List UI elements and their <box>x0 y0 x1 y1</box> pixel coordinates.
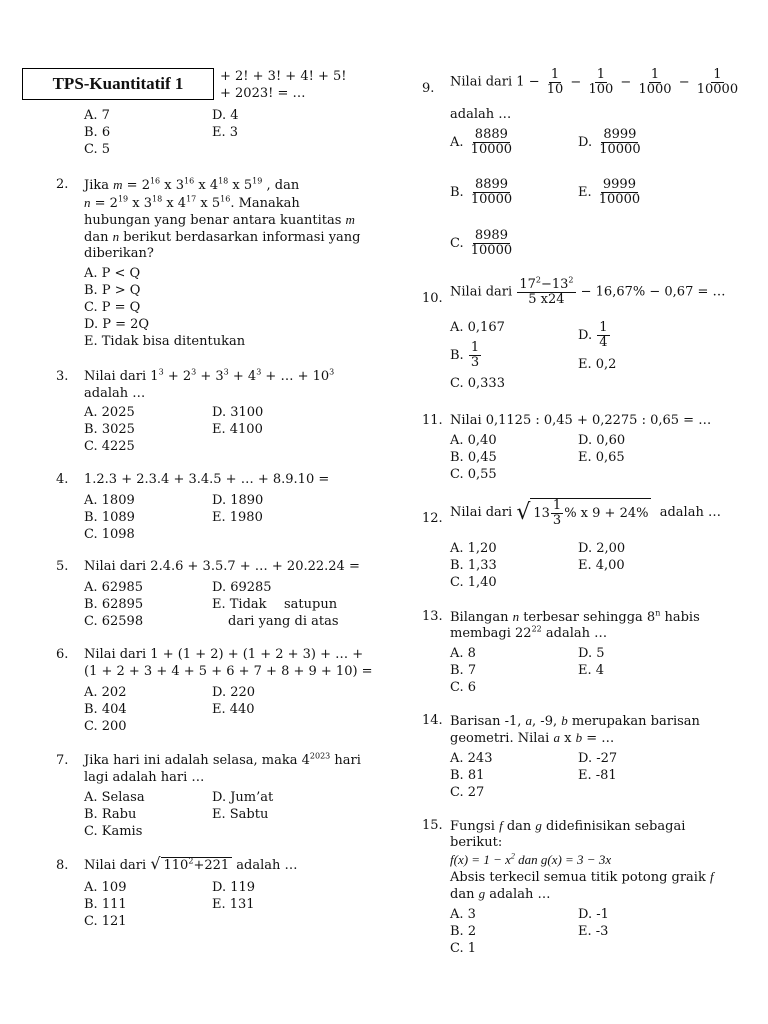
q13-option-b: B. 7 <box>450 663 477 678</box>
q5-option-e: E. Tidak <box>212 597 267 612</box>
q6-option-c: C. 200 <box>84 719 127 734</box>
q7-line2: lagi adalah hari … <box>84 770 205 785</box>
q4-option-b: B. 1089 <box>84 510 135 525</box>
q10-option-c: C. 0,333 <box>450 376 505 391</box>
q3-option-c: C. 4225 <box>84 439 135 454</box>
q3-line1: Nilai dari $1^3 + 2^3 + 3^3 + 4^3$ + … + $10^3$ <box>84 367 335 384</box>
q3-number: 3. <box>56 369 69 384</box>
q6-line2: (1 + 2 + 3 + 4 + 5 + 6 + 7 + 8 + 9 + 10) = <box>84 664 373 679</box>
q10-number: 10. <box>422 291 443 306</box>
q4-number: 4. <box>56 472 69 487</box>
q12-option-b: B. 1,33 <box>450 558 497 573</box>
q11-option-e: E. 0,65 <box>578 450 625 465</box>
q9-line2: adalah … <box>450 107 512 122</box>
q2-line4: dan n berikut berdasarkan informasi yang <box>84 229 361 245</box>
q12-number: 12. <box>422 511 443 526</box>
q3-option-e: E. 4100 <box>212 422 263 437</box>
q2-line1: Jika $m = 2^{16}$ x $3^{16}$ x $4^{18}$ x $5^{19}$ , dan <box>84 176 300 193</box>
q10-frac: $\frac{17^2-13^2}{5 x24}$ <box>519 275 574 307</box>
q12-option-e: E. 4,00 <box>578 558 625 573</box>
q6-line1: Nilai dari 1 + (1 + 2) + (1 + 2 + 3) + … + <box>84 647 364 662</box>
q7-option-c: C. Kamis <box>84 824 143 839</box>
q5-number: 5. <box>56 559 69 574</box>
q3-option-b: B. 3025 <box>84 422 135 437</box>
q2-line3: hubungan yang benar antara kuantitas m <box>84 212 355 228</box>
q8-option-c: C. 121 <box>84 914 127 929</box>
q1-option-e: E. 3 <box>212 125 239 140</box>
q9-number: 9. <box>422 81 435 96</box>
q13-option-e: E. 4 <box>578 663 605 678</box>
q15-option-c: C. 1 <box>450 941 477 956</box>
q14-option-d: D. -27 <box>578 751 618 766</box>
q5-option-e-cont: satupun <box>284 597 338 612</box>
q8-option-d: D. 119 <box>212 880 256 895</box>
q13-line1: Bilangan n terbesar sehingga 8$^n$ habis <box>450 608 700 625</box>
q5-text: Nilai dari 2.4.6 + 3.5.7 + … + 20.22.24 = <box>84 559 360 574</box>
q11-option-a: A. 0,40 <box>450 433 497 448</box>
q12-option-c: C. 1,40 <box>450 575 497 590</box>
q8-text: Nilai dari √ $110^2+221$ adalah … <box>84 854 298 873</box>
q15-number: 15. <box>422 818 443 833</box>
q15-line4: Absis terkecil semua titik potong graik f <box>450 869 714 885</box>
q7-number: 7. <box>56 753 69 768</box>
q4-option-c: C. 1098 <box>84 527 135 542</box>
q8-option-a: A. 109 <box>84 880 127 895</box>
q6-number: 6. <box>56 647 69 662</box>
q14-option-e: E. -81 <box>578 768 617 783</box>
q12-expression: Nilai dari √ 13 $\frac{1}{3}$ % x 9 + 24% adalah … <box>450 498 721 528</box>
q5-option-e-cont2: dari yang di atas <box>228 614 339 629</box>
q13-number: 13. <box>422 609 443 624</box>
q11-option-d: D. 0,60 <box>578 433 626 448</box>
q8-option-e: E. 131 <box>212 897 255 912</box>
q14-line1: Barisan -1, a, -9, b merupakan barisan <box>450 713 700 729</box>
q15-option-a: A. 3 <box>450 907 476 922</box>
q9-frac1: $\frac{1}{10}$ <box>546 67 564 97</box>
q14-number: 14. <box>422 713 443 728</box>
q14-line2: geometri. Nilai a x b = … <box>450 730 615 746</box>
q9-option-a: A. $\frac{8889}{10000}$ <box>450 127 513 157</box>
q4-option-a: A. 1809 <box>84 493 135 508</box>
q14-option-a: A. 243 <box>450 751 493 766</box>
q10-option-d: D. $\frac{1}{4}$ <box>578 320 608 350</box>
q15-option-d: D. -1 <box>578 907 609 922</box>
q5-option-a: A. 62985 <box>84 580 144 595</box>
q3-option-d: D. 3100 <box>212 405 264 420</box>
q2-option-a: A. P < Q <box>84 266 141 281</box>
q10-option-b: B. $\frac{1}{3}$ <box>450 340 480 370</box>
q5-option-c: C. 62598 <box>84 614 144 629</box>
q2-option-c: C. P = Q <box>84 300 141 315</box>
q9-option-d: D. $\frac{8999}{10000}$ <box>578 127 641 157</box>
section-title: TPS-Kuantitatif 1 <box>22 68 214 100</box>
q6-option-d: D. 220 <box>212 685 256 700</box>
q14-option-c: C. 27 <box>450 785 485 800</box>
q6-option-a: A. 202 <box>84 685 127 700</box>
q1-line2: + 2023! = … <box>220 86 306 101</box>
q2-option-e: E. Tidak bisa ditentukan <box>84 334 246 349</box>
q4-option-e: E. 1980 <box>212 510 263 525</box>
q3-line2: adalah … <box>84 386 146 401</box>
q1-line1: + 2! + 3! + 4! + 5! <box>220 69 347 84</box>
q5-option-d: D. 69285 <box>212 580 272 595</box>
q15-line3: $f(x) = 1 - x^2$ dan g(x) = 3 − 3x <box>450 851 612 867</box>
q9-option-e: E. $\frac{9999}{10000}$ <box>578 177 641 207</box>
q11-option-c: C. 0,55 <box>450 467 497 482</box>
q12-option-d: D. 2,00 <box>578 541 626 556</box>
q9-expression: Nilai dari 1 − $\frac{1}{10}$ − $\frac{1}{100}$ − $\frac{1}{1000}$ − $\frac{1}{10000}$ <box>450 67 739 97</box>
q10-option-a: A. 0,167 <box>450 320 505 335</box>
q13-option-d: D. 5 <box>578 646 605 661</box>
q2-number: 2. <box>56 177 69 192</box>
q15-option-e: E. -3 <box>578 924 609 939</box>
q14-option-b: B. 81 <box>450 768 485 783</box>
q1-option-d: D. 4 <box>212 108 239 123</box>
q15-option-b: B. 2 <box>450 924 477 939</box>
q9-frac2: $\frac{1}{100}$ <box>588 67 614 97</box>
q2-line2: $n = 2^{19}$ x $3^{18}$ x $4^{17}$ x $5^{16}$. Manakah <box>84 194 300 211</box>
q9-frac4: $\frac{1}{10000}$ <box>696 67 739 97</box>
q11-number: 11. <box>422 413 443 428</box>
q13-option-a: A. 8 <box>450 646 476 661</box>
q11-option-b: B. 0,45 <box>450 450 497 465</box>
q15-line1: Fungsi f dan g didefinisikan sebagai <box>450 818 686 834</box>
q7-option-d: D. Jum’at <box>212 790 274 805</box>
q7-option-e: E. Sabtu <box>212 807 269 822</box>
q8-number: 8. <box>56 858 69 873</box>
q15-line5: dan g adalah … <box>450 886 551 902</box>
q9-option-c: C. $\frac{8989}{10000}$ <box>450 228 513 258</box>
q1-option-a: A. 7 <box>84 108 110 123</box>
q15-line2: berikut: <box>450 835 503 850</box>
q2-option-b: B. P > Q <box>84 283 141 298</box>
q10-expression: Nilai dari $\frac{17^2-13^2}{5 x24}$ − 16,67% − 0,67 = … <box>450 275 726 307</box>
q13-line2: membagi $22^{22}$ adalah … <box>450 624 608 641</box>
q7-line1: Jika hari ini adalah selasa, maka $4^{2023}$ hari <box>84 751 361 768</box>
q2-line5: diberikan? <box>84 246 154 261</box>
q13-option-c: C. 6 <box>450 680 477 695</box>
q6-option-b: B. 404 <box>84 702 127 717</box>
q1-option-b: B. 6 <box>84 125 111 140</box>
q8-option-b: B. 111 <box>84 897 127 912</box>
q2-option-d: D. P = 2Q <box>84 317 150 332</box>
q4-option-d: D. 1890 <box>212 493 264 508</box>
q10-option-e: E. 0,2 <box>578 357 617 372</box>
q7-option-a: A. Selasa <box>84 790 145 805</box>
q9-frac3: $\frac{1}{1000}$ <box>638 67 672 97</box>
q6-option-e: E. 440 <box>212 702 255 717</box>
q7-option-b: B. Rabu <box>84 807 137 822</box>
q3-option-a: A. 2025 <box>84 405 135 420</box>
q4-text: 1.2.3 + 2.3.4 + 3.4.5 + … + 8.9.10 = <box>84 472 330 487</box>
q5-option-b: B. 62895 <box>84 597 144 612</box>
q1-option-c: C. 5 <box>84 142 111 157</box>
q9-option-b: B. $\frac{8899}{10000}$ <box>450 177 513 207</box>
q12-option-a: A. 1,20 <box>450 541 497 556</box>
q11-text: Nilai 0,1125 : 0,45 + 0,2275 : 0,65 = … <box>450 413 712 428</box>
